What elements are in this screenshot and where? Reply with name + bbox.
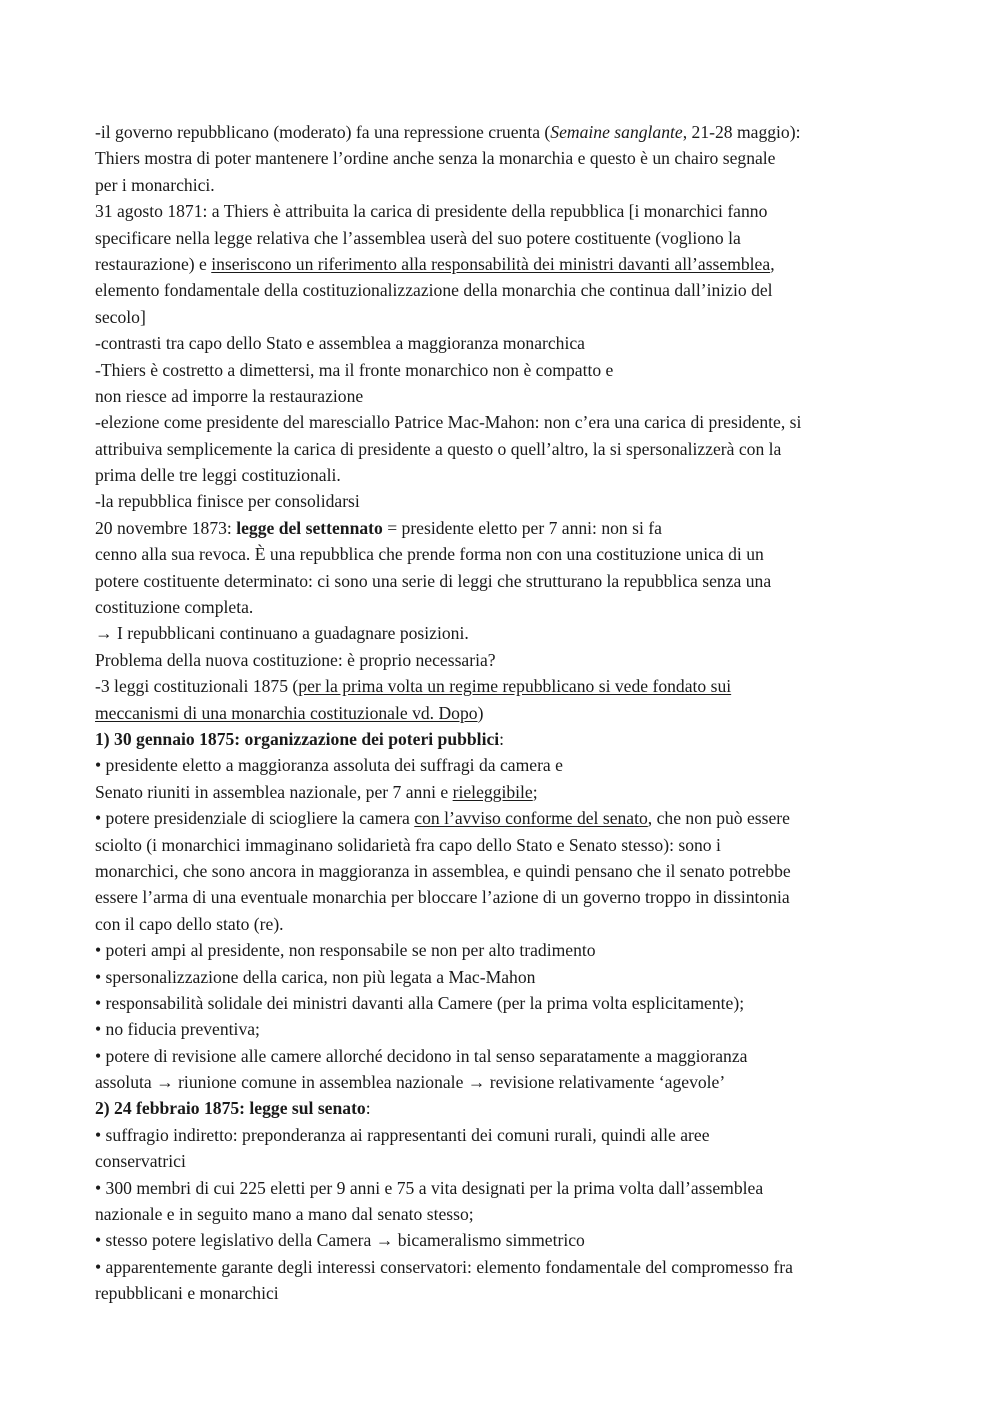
- bold-text: 1) 30 gennaio 1875: organizzazione dei poteri pubblici: [95, 728, 500, 749]
- text-line: [95, 277, 925, 303]
- text-line: [95, 1148, 925, 1174]
- text-segment: • suffragio indiretto: preponderanza ai rappresentanti dei comuni rurali, quindi alle aree: [95, 1124, 710, 1145]
- underlined-text: inseriscono un riferimento alla responsabilità dei ministri davanti all’assemblea: [211, 253, 771, 274]
- text-segment: elemento fondamentale della costituzionalizzazione della monarchia che continua dall’inizio del: [95, 280, 773, 301]
- bold-text: 2) 24 febbraio 1875: legge sul senato: [95, 1098, 366, 1119]
- text-segment: secolo]: [95, 306, 146, 327]
- text-segment: nazionale e in seguito mano a mano dal senato stesso;: [95, 1204, 474, 1225]
- text-line: [95, 990, 925, 1016]
- text-line: [95, 673, 925, 699]
- text-line: [95, 145, 925, 171]
- text-line: [95, 1201, 925, 1227]
- text-line: [95, 647, 925, 673]
- underlined-text: rieleggibile: [452, 781, 533, 802]
- text-segment: -3 leggi costituzionali 1875 (: [95, 676, 299, 697]
- text-line: [95, 198, 925, 224]
- text-line: [95, 119, 925, 145]
- text-line: [95, 488, 925, 514]
- text-line: [95, 911, 925, 937]
- text-line: [95, 383, 925, 409]
- text-segment: cenno alla sua revoca. È una repubblica che prende forma non con una costituzione unica di un: [95, 544, 764, 565]
- text-segment: potere costituente determinato: ci sono una serie di leggi che strutturano la repubblica senza una: [95, 570, 772, 591]
- text-segment: specificare nella legge relativa che l’assemblea userà del suo potere costituente (vogliono la: [95, 227, 741, 248]
- text-segment: Senato riuniti in assemblea nazionale, per 7 anni e: [95, 781, 453, 802]
- text-segment: ;: [532, 781, 538, 802]
- text-line: [95, 357, 925, 383]
- text-line: [95, 726, 925, 752]
- text-segment: • apparentemente garante degli interessi conservatori: elemento fondamentale del compromesso fra: [95, 1256, 793, 1277]
- text-line: [95, 225, 925, 251]
- underlined-text: per la prima volta un regime repubblicano si vede fondato sui: [298, 676, 732, 697]
- document-page: [95, 119, 925, 1307]
- text-segment: 20 novembre 1873:: [95, 517, 237, 538]
- text-segment: sciolto (i monarchici immaginano solidarietà fra capo dello Stato e Senato stesso): sono i: [95, 834, 721, 855]
- text-segment: -elezione come presidente del maresciallo Patrice Mac-Mahon: non c’era una carica di presidente, si: [95, 412, 802, 433]
- text-line: [95, 620, 925, 646]
- text-line: [95, 1175, 925, 1201]
- text-segment: , che non può essere: [647, 808, 790, 829]
- text-line: [95, 541, 925, 567]
- text-line: [95, 409, 925, 435]
- text-segment: • no fiducia preventiva;: [95, 1019, 260, 1040]
- text-line: [95, 1227, 925, 1253]
- text-segment: Problema della nuova costituzione: è proprio necessaria?: [95, 649, 496, 670]
- text-segment: -contrasti tra capo dello Stato e assemblea a maggioranza monarchica: [95, 333, 585, 354]
- text-line: [95, 937, 925, 963]
- text-segment: conservatrici: [95, 1151, 186, 1172]
- text-segment: restaurazione) e: [95, 253, 212, 274]
- text-segment: • poteri ampi al presidente, non responsabile se non per alto tradimento: [95, 940, 596, 961]
- text-segment: :: [499, 728, 505, 749]
- text-line: [95, 172, 925, 198]
- text-segment: monarchici, che sono ancora in maggioranza in assemblea, e quindi pensano che il senato potrebbe: [95, 860, 791, 881]
- text-segment: attribuiva semplicemente la carica di presidente a questo o quell’altro, la si spersonalizzerà con la: [95, 438, 782, 459]
- text-segment: per i monarchici.: [95, 174, 215, 195]
- text-segment: • potere di revisione alle camere allorché decidono in tal senso separatamente a maggioranza: [95, 1045, 748, 1066]
- text-segment: 31 agosto 1871: a Thiers è attribuita la carica di presidente della repubblica [i monarchici fanno: [95, 201, 768, 222]
- text-line: [95, 1043, 925, 1069]
- text-line: [95, 330, 925, 356]
- text-line: [95, 832, 925, 858]
- italic-text: Semaine sanglante: [550, 122, 683, 142]
- text-segment: • spersonalizzazione della carica, non più legata a Mac-Mahon: [95, 966, 536, 987]
- text-segment: ): [477, 702, 484, 723]
- text-line: [95, 251, 925, 277]
- bold-text: legge del settennato: [236, 517, 383, 538]
- text-line: [95, 1122, 925, 1148]
- text-segment: • 300 membri di cui 225 eletti per 9 anni e 75 a vita designati per la prima volta dall’assemblea: [95, 1177, 764, 1198]
- text-line: [95, 805, 925, 831]
- text-segment: repubblicani e monarchici: [95, 1283, 279, 1304]
- text-segment: -la repubblica finisce per consolidarsi: [95, 491, 360, 512]
- text-line: [95, 515, 925, 541]
- text-line: [95, 304, 925, 330]
- text-line: [95, 594, 925, 620]
- text-line: [95, 752, 925, 778]
- text-line: [95, 1069, 925, 1095]
- text-segment: essere l’arma di una eventuale monarchia per bloccare l’azione di un governo troppo in dissintonia: [95, 887, 790, 908]
- text-line: [95, 568, 925, 594]
- underlined-text: con l’avviso conforme del senato: [414, 808, 648, 829]
- text-segment: costituzione completa.: [95, 597, 254, 618]
- text-line: [95, 462, 925, 488]
- text-segment: , 21-28 maggio):: [682, 122, 801, 142]
- text-segment: • presidente eletto a maggioranza assoluta dei suffragi da camera e: [95, 755, 563, 776]
- text-line: [95, 858, 925, 884]
- text-segment: non riesce ad imporre la restaurazione: [95, 385, 364, 406]
- text-segment: -il governo repubblicano (moderato) fa una repressione cruenta (: [95, 122, 551, 142]
- text-line: [95, 1016, 925, 1042]
- text-segment: • stesso potere legislativo della Camera → bicameralismo simmetrico: [95, 1230, 585, 1251]
- text-segment: prima delle tre leggi costituzionali.: [95, 465, 341, 486]
- text-segment: assoluta → riunione comune in assemblea nazionale → revisione relativamente ‘agevole’: [95, 1072, 726, 1093]
- text-line: [95, 1254, 925, 1280]
- text-segment: • potere presidenziale di sciogliere la camera: [95, 808, 415, 829]
- text-segment: :: [365, 1098, 371, 1119]
- text-line: [95, 964, 925, 990]
- text-line: [95, 700, 925, 726]
- text-segment: = presidente eletto per 7 anni: non si fa: [382, 517, 662, 538]
- text-line: [95, 436, 925, 462]
- underlined-text: meccanismi di una monarchia costituzionale vd. Dopo: [95, 702, 478, 723]
- text-segment: ,: [770, 253, 775, 274]
- text-line: [95, 779, 925, 805]
- text-segment: -Thiers è costretto a dimettersi, ma il fronte monarchico non è compatto e: [95, 359, 614, 380]
- text-segment: con il capo dello stato (re).: [95, 913, 284, 934]
- text-line: [95, 1095, 925, 1121]
- text-segment: • responsabilità solidale dei ministri davanti alla Camere (per la prima volta esplicitamente);: [95, 992, 745, 1013]
- text-segment: Thiers mostra di poter mantenere l’ordine anche senza la monarchia e questo è un chairo segnale: [95, 148, 776, 169]
- text-line: [95, 1280, 925, 1306]
- text-line: [95, 884, 925, 910]
- text-segment: → I repubblicani continuano a guadagnare posizioni.: [95, 623, 469, 644]
